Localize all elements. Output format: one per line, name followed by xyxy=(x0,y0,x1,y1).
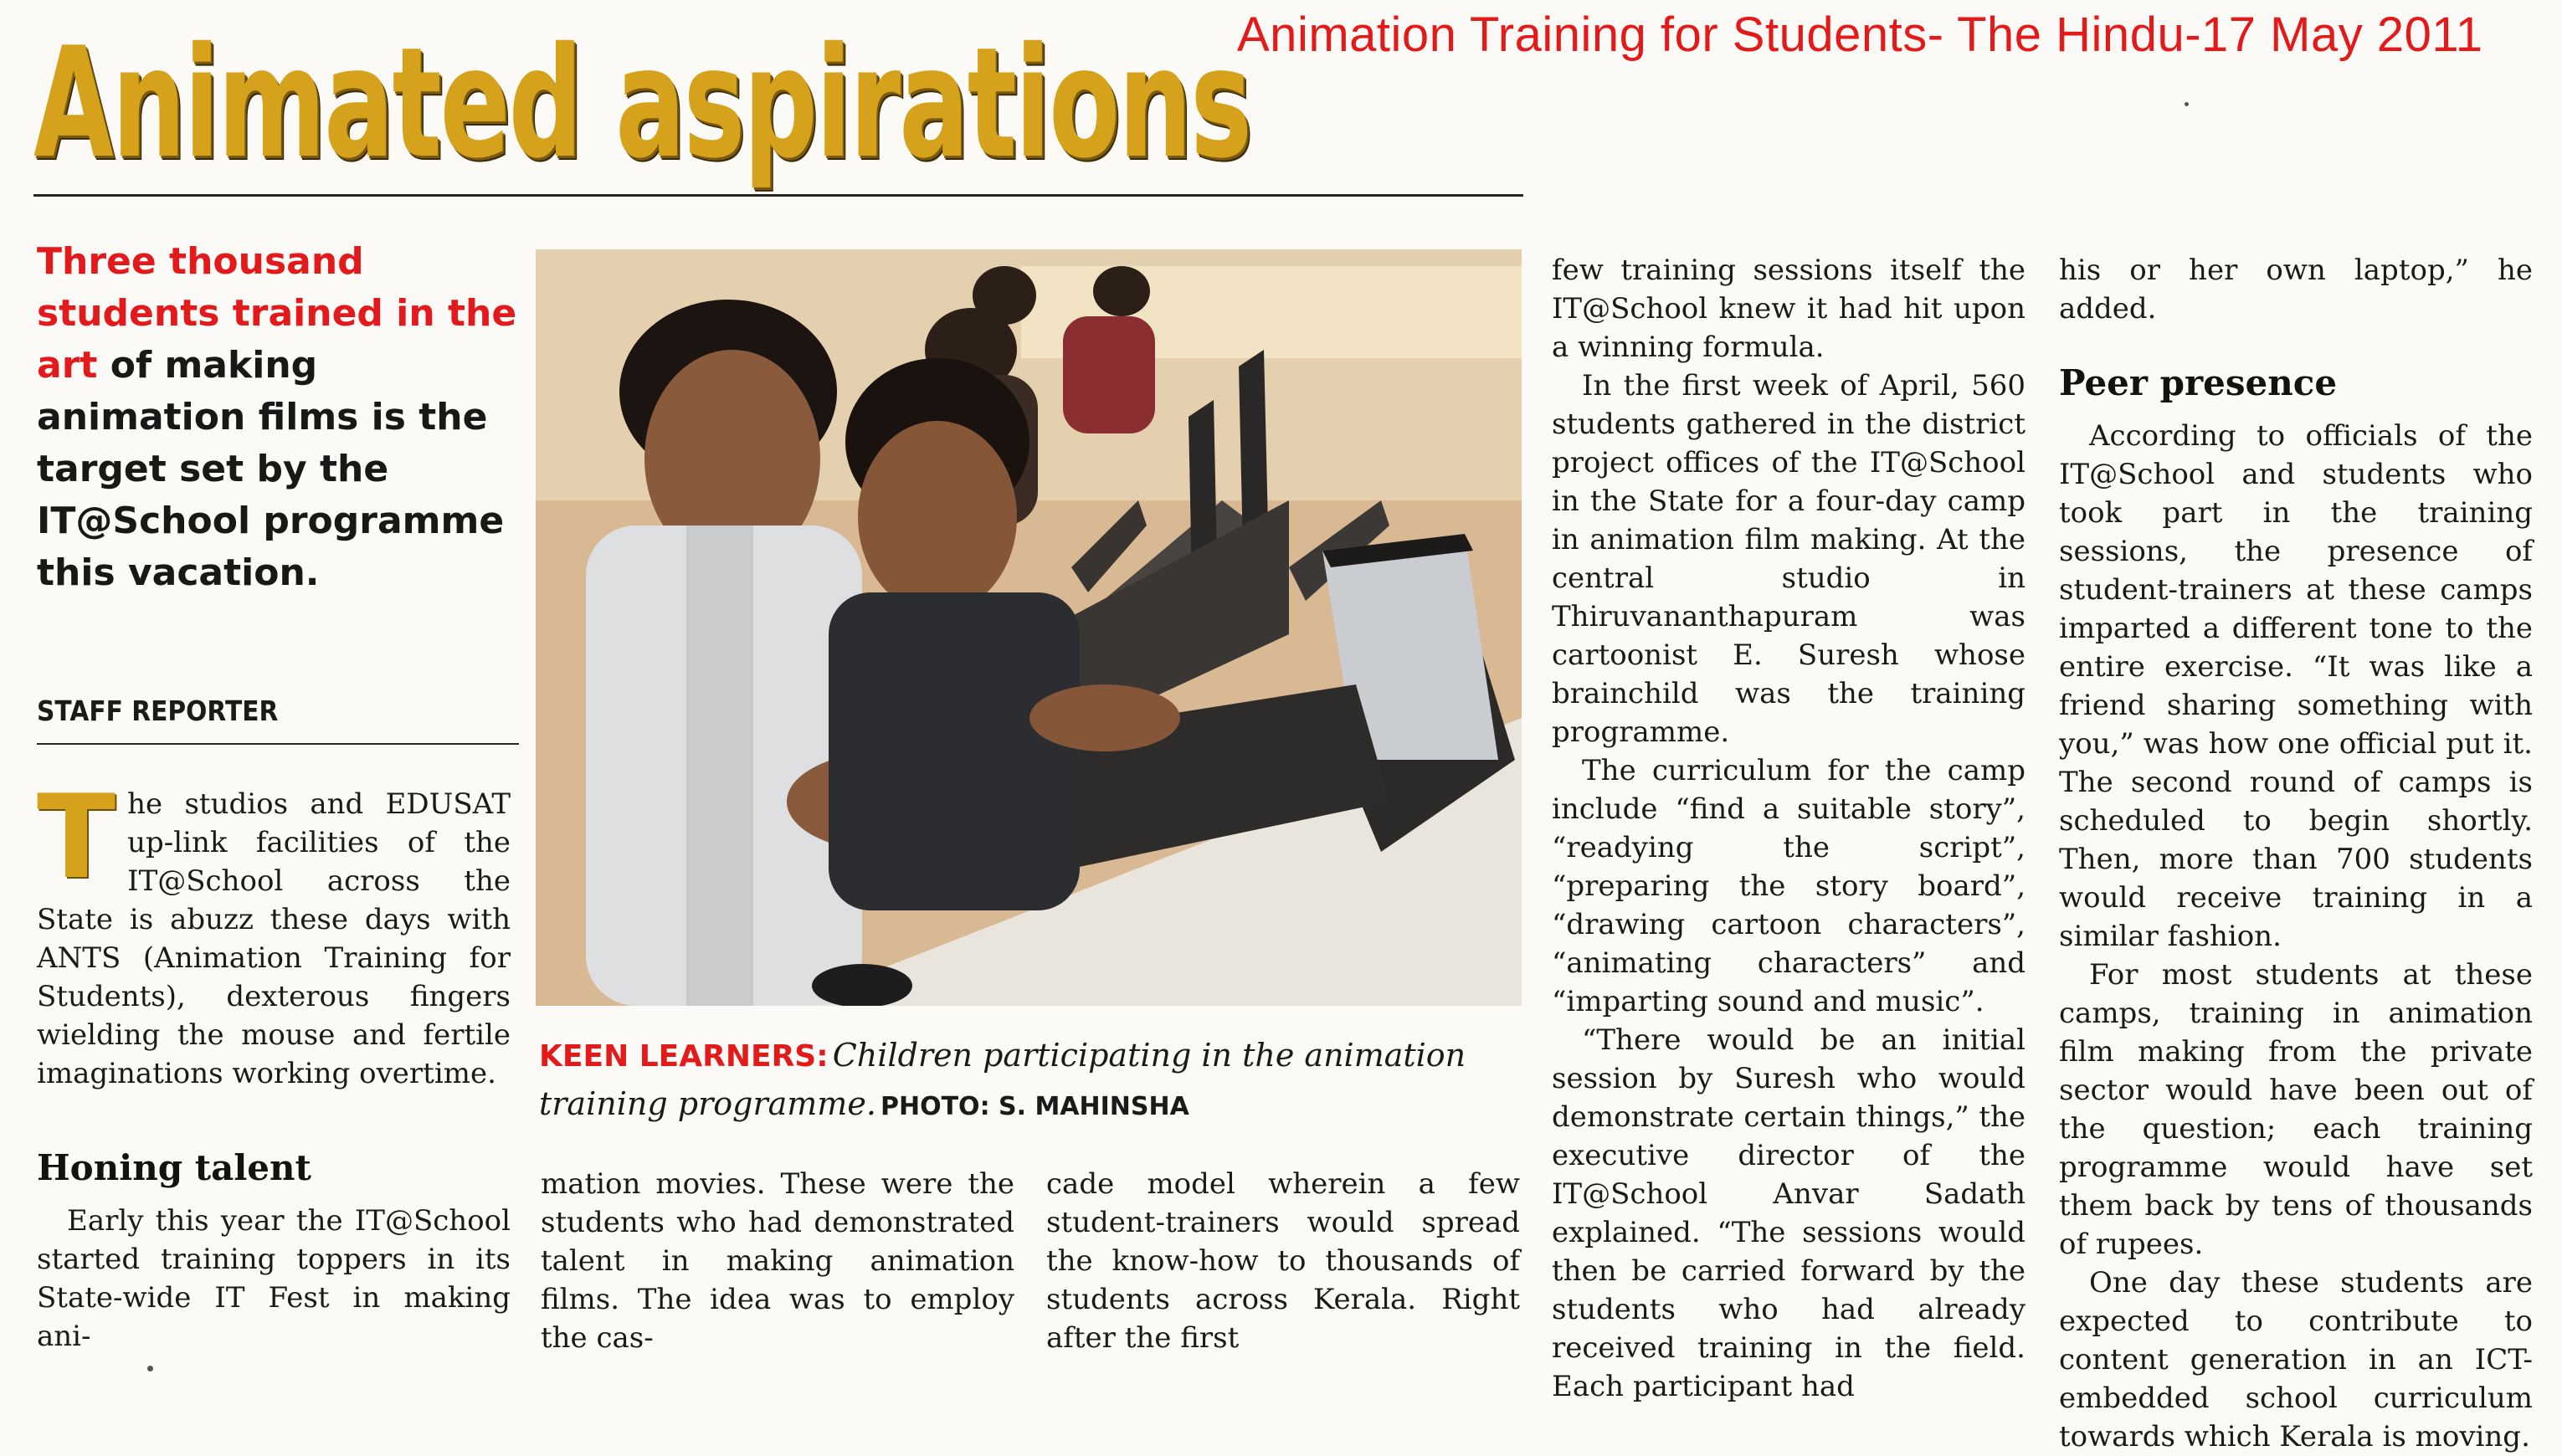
column-5-p2: According to officials of the IT@School and students who took part in the training sessions, the presence of student-trainers at these camps imparted a different tone to the entire exercise. “It was like a friend sharing something with you,” was how one official put it. The second round of camps is scheduled to begin shortly. Then, more than 700 students would receive training in a similar fashion. xyxy=(2059,419,2533,953)
column-4-p1: few training sessions itself the IT@School knew it had hit upon a winning formula. xyxy=(1552,254,2025,364)
column-5-p4: One day these students are expected to contribute to content generation in an ICT-embedded school curriculum towards which Kerala is moving. xyxy=(2059,1266,2533,1453)
caption-credit: PHOTO: S. MAHINSHA xyxy=(881,1092,1189,1121)
caption-label: KEEN LEARNERS: xyxy=(539,1039,829,1074)
deck-highlight: Three thousand students trained in the art xyxy=(37,240,517,387)
photo-illustration xyxy=(536,249,1522,1006)
intro-paragraph: he studios and EDUSAT up-link facilities of the IT@School across the State is abuzz these days with ANTS (Animation Training for Students), dexterous fingers wielding the mouse and fertile imaginations working overtime. xyxy=(37,787,511,1090)
column-2-para: mation movies. These were the students who had demonstrated talent in making animation films. The idea was to employ the cas- xyxy=(541,1167,1014,1355)
photo-caption xyxy=(539,1034,1502,1131)
subhead-honing-talent: Honing talent xyxy=(37,1147,311,1188)
byline-rule xyxy=(37,743,519,745)
column-5-p3: For most students at these camps, training in animation film making from the private sector would have been out of the question; each training programme would have set them back by tens of thousands of rupees. xyxy=(2059,958,2533,1261)
source-caption: Animation Training for Students- The Hindu-17 May 2011 xyxy=(1237,8,2483,62)
headline: Animated aspirations xyxy=(33,14,1250,192)
print-speck xyxy=(147,1366,153,1371)
column-3-para: cade model wherein a few student-trainers would spread the know-how to thousands of students across Kerala. Right after the first xyxy=(1046,1167,1520,1355)
print-speck xyxy=(2185,102,2189,106)
byline: STAFF REPORTER xyxy=(37,695,279,727)
dropcap: T xyxy=(37,770,116,905)
column-4-p4: “There would be an initial session by Suresh who would demonstrate certain things,” the executive director of the IT@School Anvar Sadath explained. “The sessions would then be carried forward by the students who had already received training in the field. Each participant had xyxy=(1552,1023,2025,1403)
column-4-p3: The curriculum for the camp include “find a suitable story”, “readying the script”, “preparing the story board”, “drawing cartoon characters”, “animating characters” and “imparting sound and music”. xyxy=(1552,754,2025,1018)
headline-rule xyxy=(33,194,1523,197)
column-4-p2: In the first week of April, 560 students gathered in the district project offices of the IT@School in the State for a four-day camp in animation film making. At the central studio in Thiruvananthapuram was cartoonist E. Suresh whose brainchild was the training programme. xyxy=(1552,369,2025,749)
deck xyxy=(37,236,522,599)
subhead-peer-presence: Peer presence xyxy=(2059,362,2338,403)
column-1-para: Early this year the IT@School started training toppers in its State-wide IT Fest in making ani- xyxy=(37,1204,511,1353)
column-5 xyxy=(2059,251,2533,1456)
photo xyxy=(536,249,1522,1006)
column-1-intro xyxy=(37,770,511,1093)
deck-rest: of making animation films is the target set by the IT@School programme this vacation. xyxy=(37,344,505,594)
column-4 xyxy=(1552,251,2025,1406)
caption-text: Children participating in the animation training programme. xyxy=(539,1037,1466,1122)
column-5-p1: his or her own laptop,” he added. xyxy=(2059,254,2533,326)
